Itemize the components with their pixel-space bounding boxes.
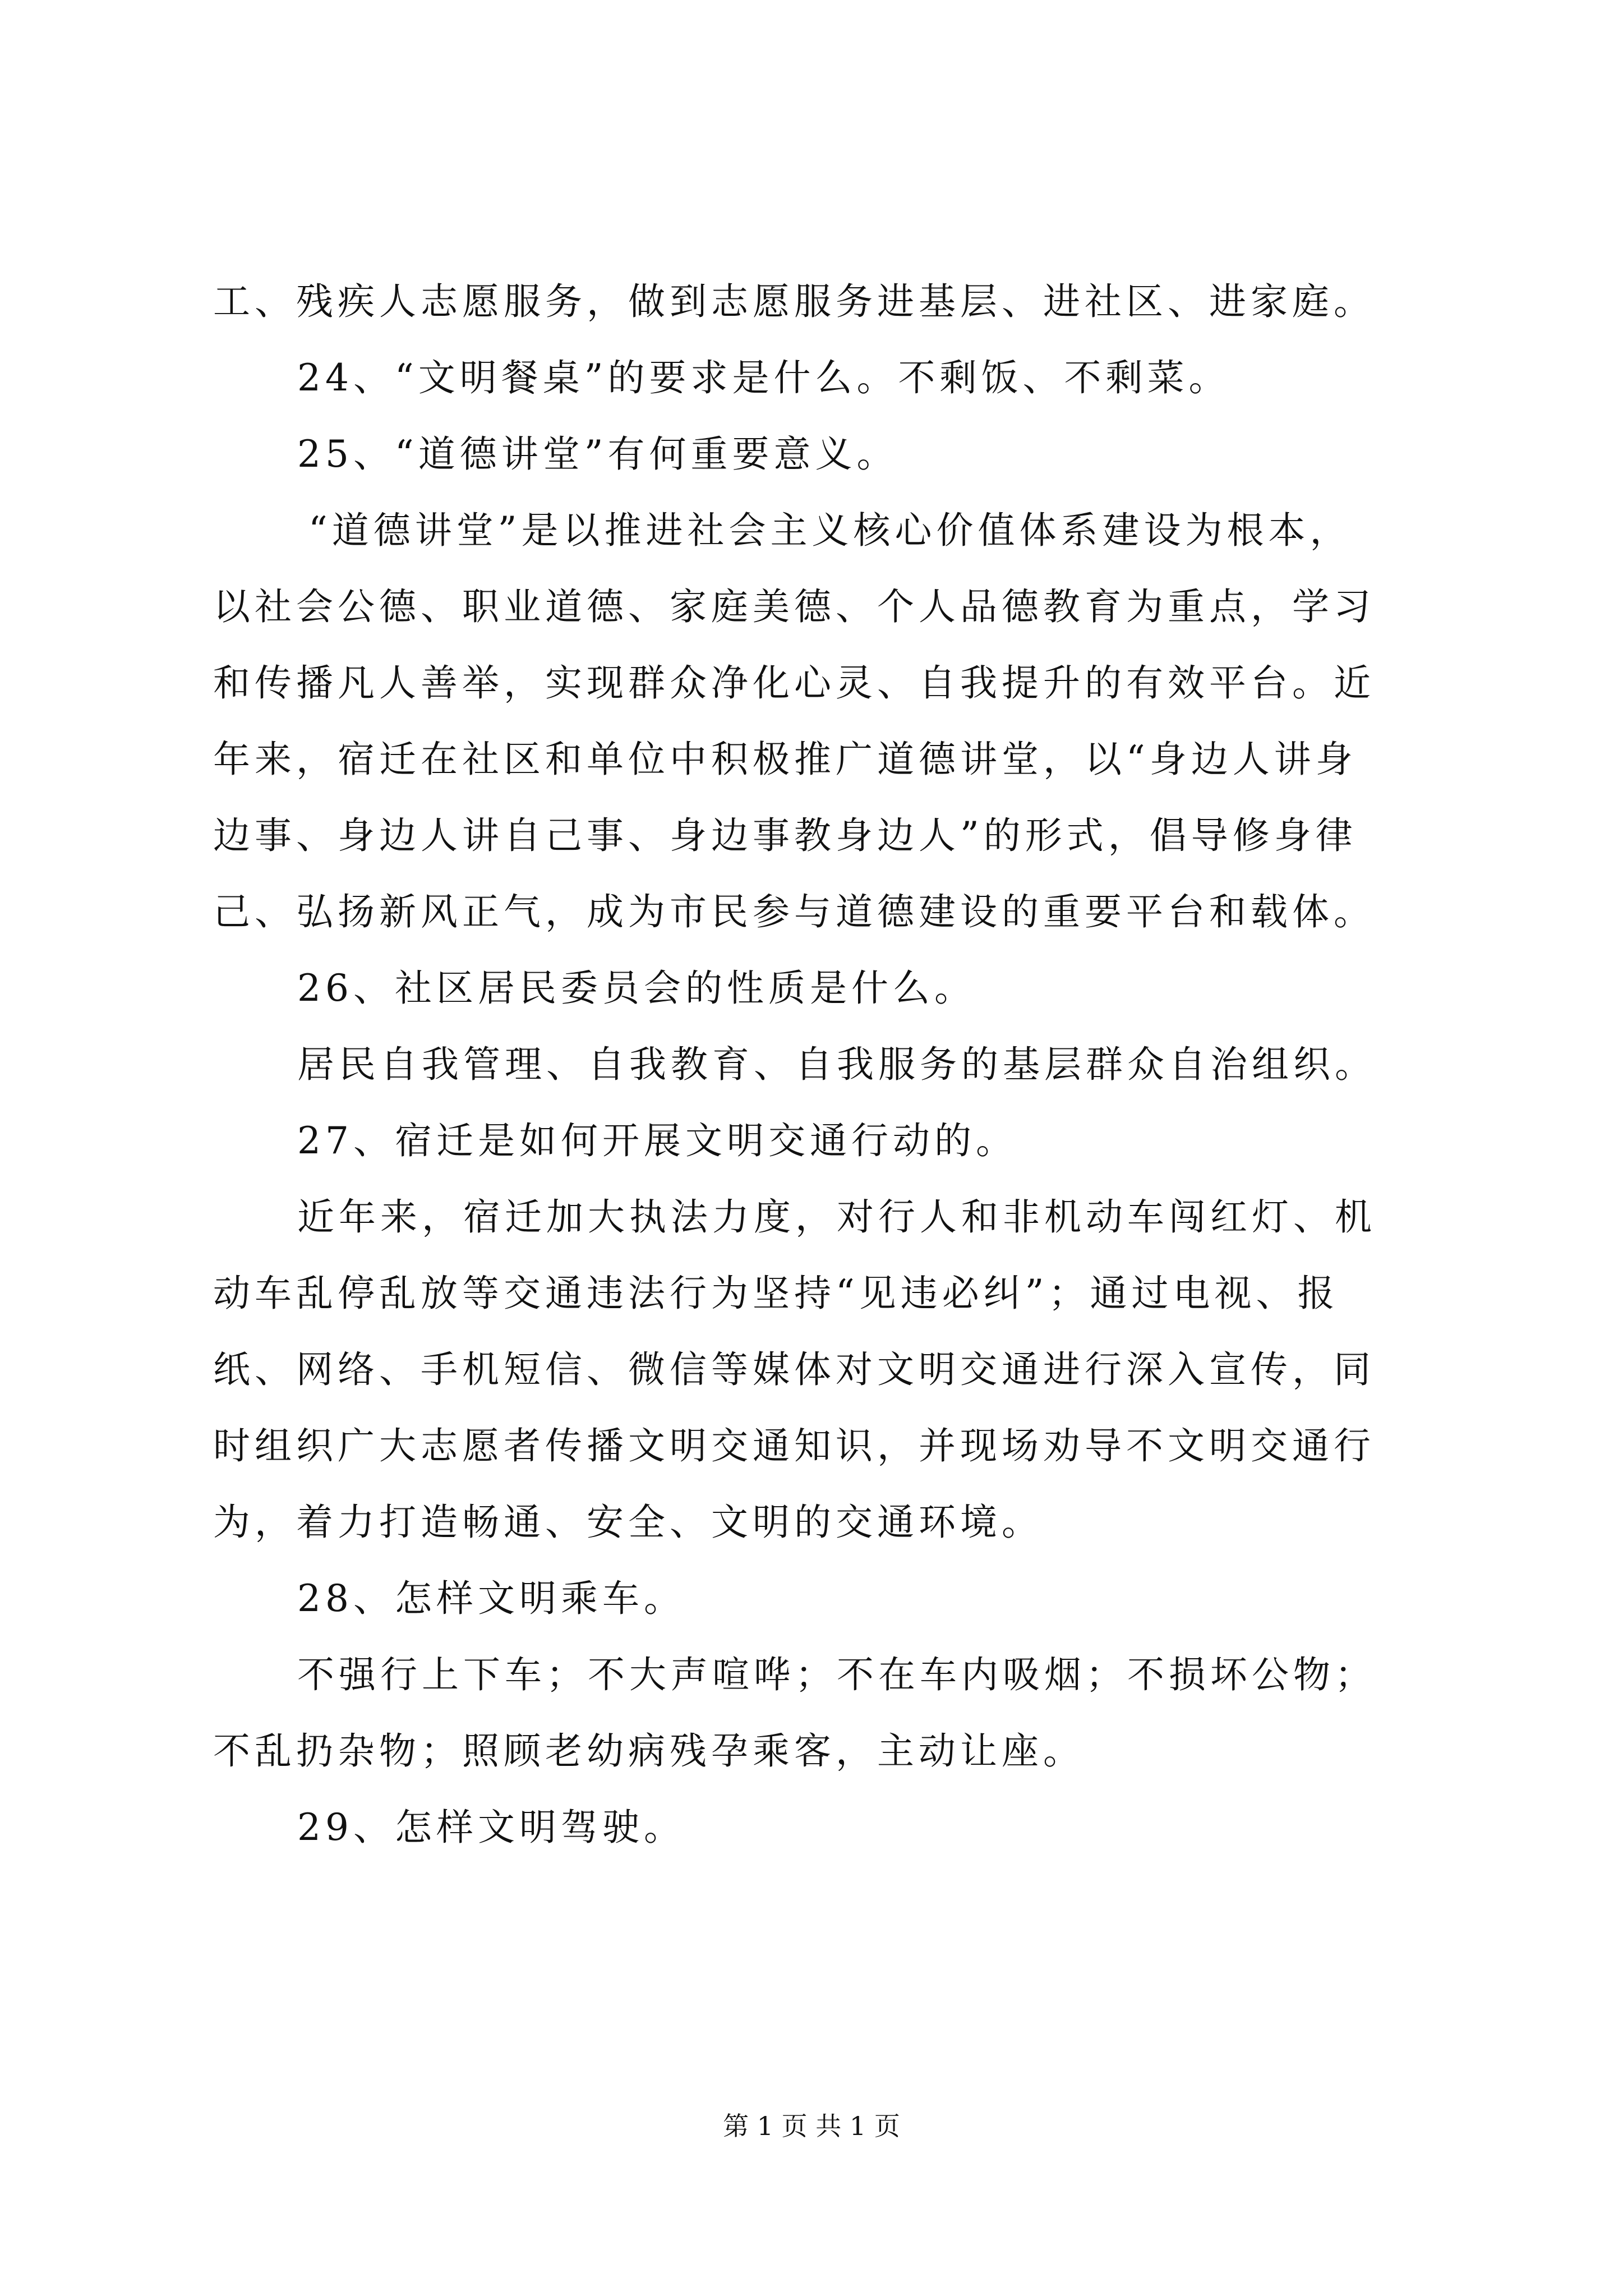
answer-25-line: 年来，宿迁在社区和单位中积极推广道德讲堂，以“身边人讲身 (213, 738, 1357, 781)
question-26: 26、社区居民委员会的性质是什么。 (297, 967, 976, 1010)
question-27: 27、宿迁是如何开展文明交通行动的。 (297, 1119, 1017, 1162)
answer-27-line: 为，着力打造畅通、安全、文明的交通环境。 (213, 1501, 1043, 1544)
question-25: 25、“道德讲堂”有何重要意义。 (297, 432, 898, 476)
answer-27-line: 时组织广大志愿者传播文明交通知识，并现场劝导不文明交通行 (213, 1424, 1375, 1467)
text-line: 工、残疾人志愿服务，做到志愿服务进基层、进社区、进家庭。 (213, 280, 1375, 323)
answer-25-line: 己、弘扬新风正气，成为市民参与道德建设的重要平台和载体。 (213, 890, 1375, 933)
answer-25-line: 和传播凡人善举，实现群众净化心灵、自我提升的有效平台。近 (213, 661, 1375, 705)
answer-28-line: 不乱扔杂物；照顾老幼病残孕乘客，主动让座。 (213, 1729, 1085, 1773)
answer-27-line: 动车乱停乱放等交通违法行为坚持“见违必纠”；通过电视、报 (213, 1272, 1339, 1315)
question-29: 29、怎样文明驾驶。 (297, 1806, 685, 1849)
answer-27-line: 纸、网络、手机短信、微信等媒体对文明交通进行深入宣传，同 (213, 1348, 1375, 1391)
answer-25-line: “道德讲堂”是以推进社会主义核心价值体系建设为根本， (308, 509, 1352, 552)
answer-26: 居民自我管理、自我教育、自我服务的基层群众自治组织。 (297, 1043, 1376, 1086)
answer-28-line: 不强行上下车；不大声喧哗；不在车内吸烟；不损坏公物； (297, 1653, 1376, 1696)
page-footer: 第 1 页 共 1 页 (723, 2111, 900, 2141)
answer-25-line: 边事、身边人讲自己事、身边事教身边人”的形式，倡导修身律 (213, 814, 1357, 857)
question-28: 28、怎样文明乘车。 (297, 1577, 685, 1620)
answer-25-line: 以社会公德、职业道德、家庭美德、个人品德教育为重点，学习 (213, 585, 1375, 628)
answer-27-line: 近年来，宿迁加大执法力度，对行人和非机动车闯红灯、机 (297, 1195, 1376, 1239)
question-24: 24、“文明餐桌”的要求是什么。不剩饭、不剩菜。 (297, 356, 1230, 399)
document-body (213, 264, 1413, 1866)
